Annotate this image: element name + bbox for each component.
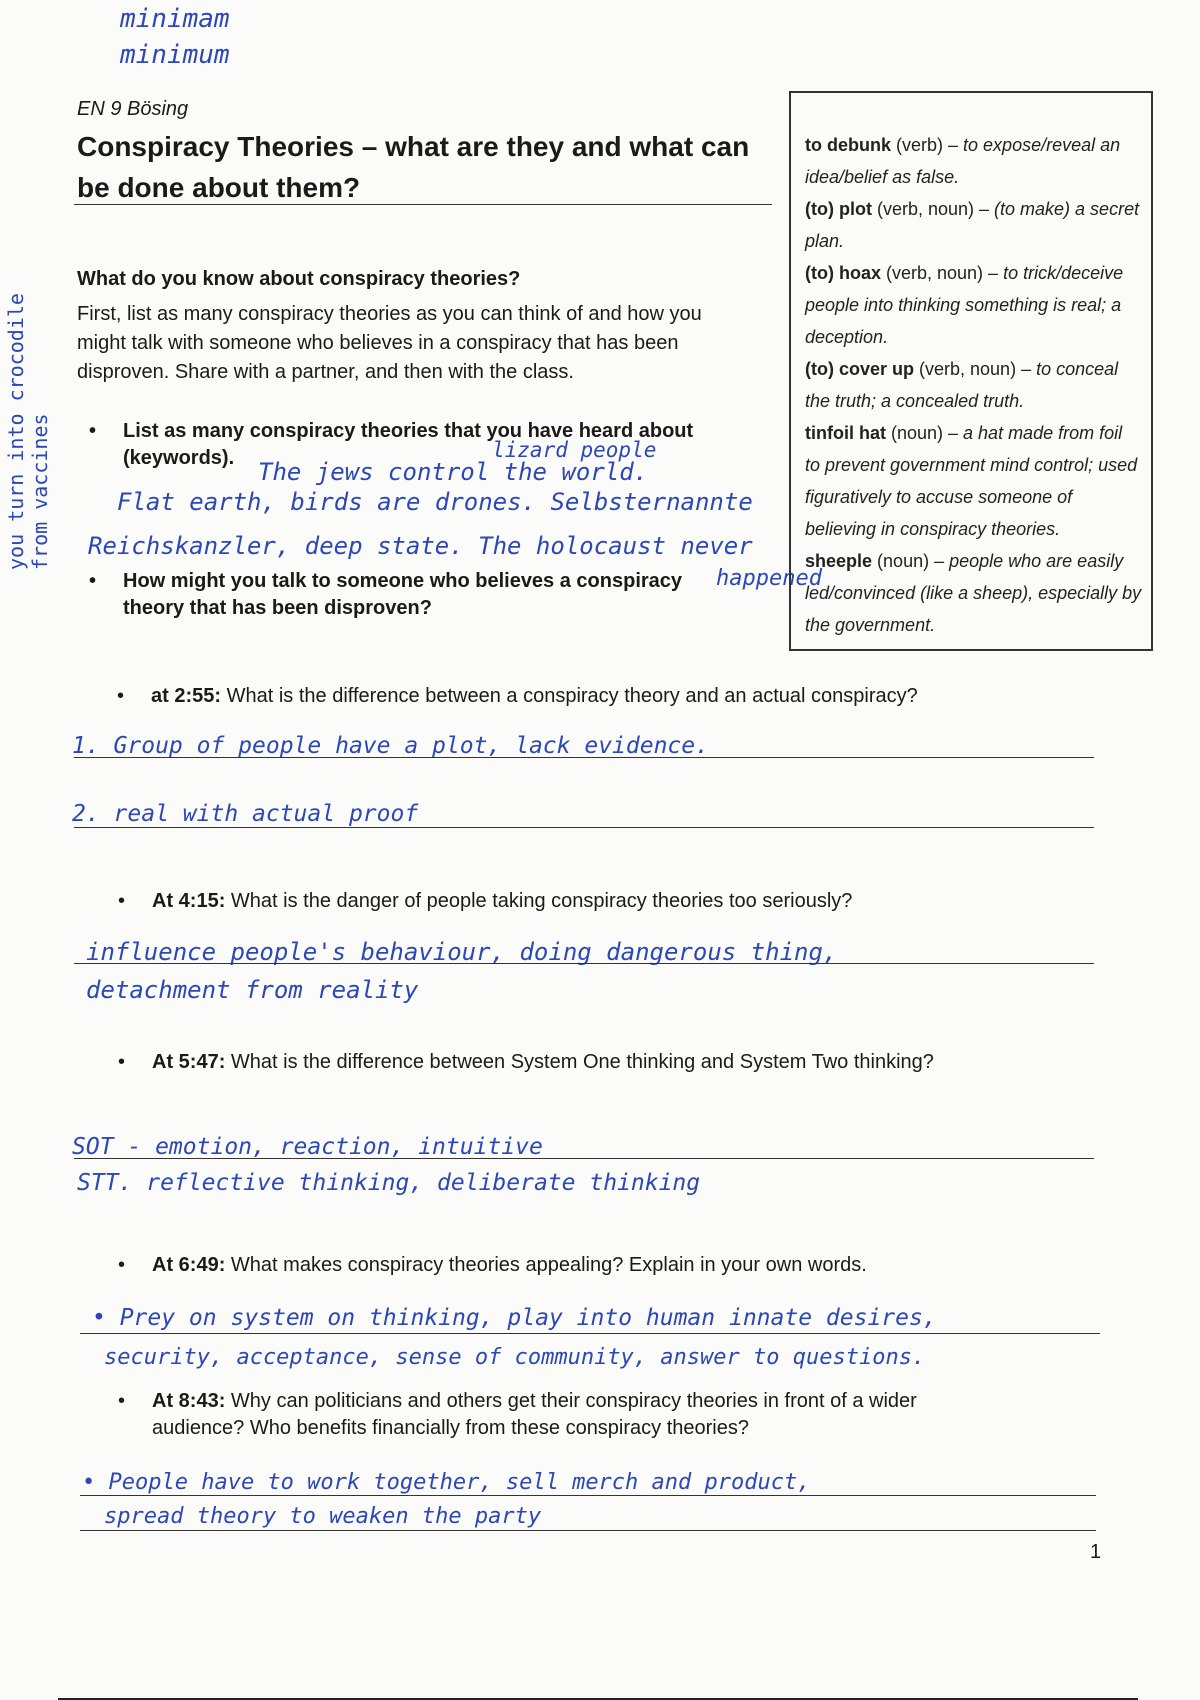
glossary-plot [805, 193, 1143, 257]
answer-line [74, 757, 1094, 758]
glossary-sheeple [805, 545, 1143, 641]
answer-line [74, 963, 1094, 964]
answer-q2-line-1: influence people's behaviour, doing dangerous thing, [86, 938, 838, 966]
question-4-15 [152, 888, 1052, 915]
answer-q4-line-2: security, acceptance, sense of community, answer to questions. [104, 1345, 926, 1370]
def-tinfoil-1: a hat made from foil [963, 423, 1123, 443]
title-underline [74, 204, 772, 205]
q3-time: At 5:47: [152, 1051, 226, 1073]
answer-line [74, 1158, 1094, 1159]
q2-time: At 4:15: [152, 890, 226, 912]
answer-q1-line-1: 1. Group of people have a plot, lack evidence. [72, 733, 709, 759]
margin-note [4, 250, 52, 570]
pos-sheeple: (noun) – [872, 551, 950, 571]
q4-text: What makes conspiracy theories appealing? Explain in your own words. [230, 1254, 867, 1276]
glossary-hoax [805, 257, 1143, 353]
def-sheeple-3: the government. [805, 615, 936, 635]
glossary-cover-up [805, 353, 1143, 417]
q3-text: What is the difference between System One thinking and System Two thinking? [230, 1051, 934, 1073]
intro-line-3: disproven. Share with a partner, and then with the class. [77, 361, 574, 383]
task-talk-to-believer [123, 568, 723, 622]
q4-time: At 6:49: [152, 1254, 226, 1276]
answer-q1-line-2: 2. real with actual proof [72, 801, 419, 827]
answer-theories-3: Reichskanzler, deep state. The holocaust never [88, 532, 753, 560]
term-cover-up: (to) cover up [805, 359, 915, 379]
task2-line-2: theory that has been disproven? [123, 597, 432, 619]
intro-text [77, 300, 777, 387]
answer-line [80, 1333, 1100, 1334]
term-sheeple: sheeple [805, 551, 873, 571]
def-hoax-3: deception. [805, 327, 889, 347]
q5-text: Why can politicians and others get their conspiracy theories in front of a wider [230, 1390, 917, 1412]
term-tinfoil-hat: tinfoil hat [805, 423, 886, 443]
course-label: EN 9 Bösing [77, 98, 189, 120]
def-plot-1: (to make) a secret [994, 199, 1140, 219]
def-hoax-1: to trick/deceive [1003, 263, 1124, 283]
pos-cover-up: (verb, noun) – [914, 359, 1037, 379]
answer-lizard: lizard people [492, 438, 657, 462]
term-hoax: (to) hoax [805, 263, 881, 283]
answer-q3-line-1: SOT - emotion, reaction, intuitive [72, 1134, 543, 1160]
def-debunk-2: idea/belief as false. [805, 167, 960, 187]
glossary-tinfoil-hat [805, 417, 1143, 545]
answer-line [80, 1530, 1096, 1531]
page-title [77, 126, 767, 208]
task1-line-1: • List as many conspiracy theories that you have heard about [123, 420, 694, 442]
page-number: 1 [1090, 1541, 1102, 1563]
glossary-box [789, 91, 1153, 651]
pos-tinfoil-hat: (noun) – [885, 423, 964, 443]
question-8-43 [152, 1388, 1052, 1442]
pos-debunk: (verb) – [891, 135, 964, 155]
intro-line-2: might talk with someone who believes in a conspiracy that has been [77, 332, 679, 354]
answer-line [80, 1495, 1096, 1496]
title-line-1: Conspiracy Theories – what are they and what can [77, 131, 750, 162]
q5-text-2: audience? Who benefits financially from these conspiracy theories? [152, 1417, 749, 1439]
handwritten-note-2: minimum [120, 40, 230, 70]
task2-line-1: • How might you talk to someone who believes a conspiracy [123, 570, 683, 592]
def-sheeple-2: led/convinced (like a sheep), especially by [805, 583, 1142, 603]
def-cover-up-1: to conceal [1036, 359, 1119, 379]
margin-note-line-1: you turn into crocodile [4, 293, 28, 570]
question-6-49 [152, 1252, 1052, 1279]
pos-plot: (verb, noun) – [871, 199, 995, 219]
answer-theories-1: The jews control the world. [258, 458, 649, 486]
handwritten-note-1: minimam [120, 4, 230, 34]
q1-text: What is the difference between a conspiracy theory and an actual conspiracy? [226, 685, 918, 707]
def-sheeple-1: people who are easily [949, 551, 1124, 571]
intro-line-1: First, list as many conspiracy theories as you can think of and how you [77, 303, 702, 325]
answer-q2-line-2: detachment from reality [86, 976, 419, 1004]
def-cover-up-2: the truth; a concealed truth. [805, 391, 1025, 411]
answer-q5-line-2: spread theory to weaken the party [104, 1504, 542, 1529]
def-tinfoil-4: believing in conspiracy theories. [805, 519, 1061, 539]
answer-q3-line-2: STT. reflective thinking, deliberate thinking [77, 1170, 701, 1196]
question-5-47 [152, 1049, 1072, 1076]
q1-time: at 2:55: [151, 685, 222, 707]
answer-theories-4: happened [716, 566, 822, 591]
margin-note-line-2: from vaccines [28, 413, 52, 570]
def-debunk-1: to expose/reveal an [963, 135, 1121, 155]
pos-hoax: (verb, noun) – [881, 263, 1004, 283]
question-2-55 [151, 683, 1051, 710]
def-hoax-2: people into thinking something is real; a [805, 295, 1122, 315]
q5-time: At 8:43: [152, 1390, 226, 1412]
def-tinfoil-2: to prevent government mind control; used [805, 455, 1138, 475]
glossary-debunk [805, 129, 1143, 193]
q2-text: What is the danger of people taking conspiracy theories too seriously? [230, 890, 853, 912]
term-debunk: to debunk [805, 135, 891, 155]
answer-line [74, 827, 1094, 828]
answer-q5-line-1: • People have to work together, sell merch and product, [82, 1470, 811, 1495]
task1-line-2: (keywords). [123, 447, 235, 469]
intro-heading: What do you know about conspiracy theories? [77, 268, 521, 290]
term-plot: (to) plot [805, 199, 872, 219]
answer-theories-2: Flat earth, birds are drones. Selbsternannte [117, 488, 753, 516]
answer-q4-line-1: • Prey on system on thinking, play into human innate desires, [92, 1305, 937, 1331]
def-tinfoil-3: figuratively to accuse someone of [805, 487, 1073, 507]
def-plot-2: plan. [805, 231, 845, 251]
title-line-2: be done about them? [77, 172, 361, 203]
